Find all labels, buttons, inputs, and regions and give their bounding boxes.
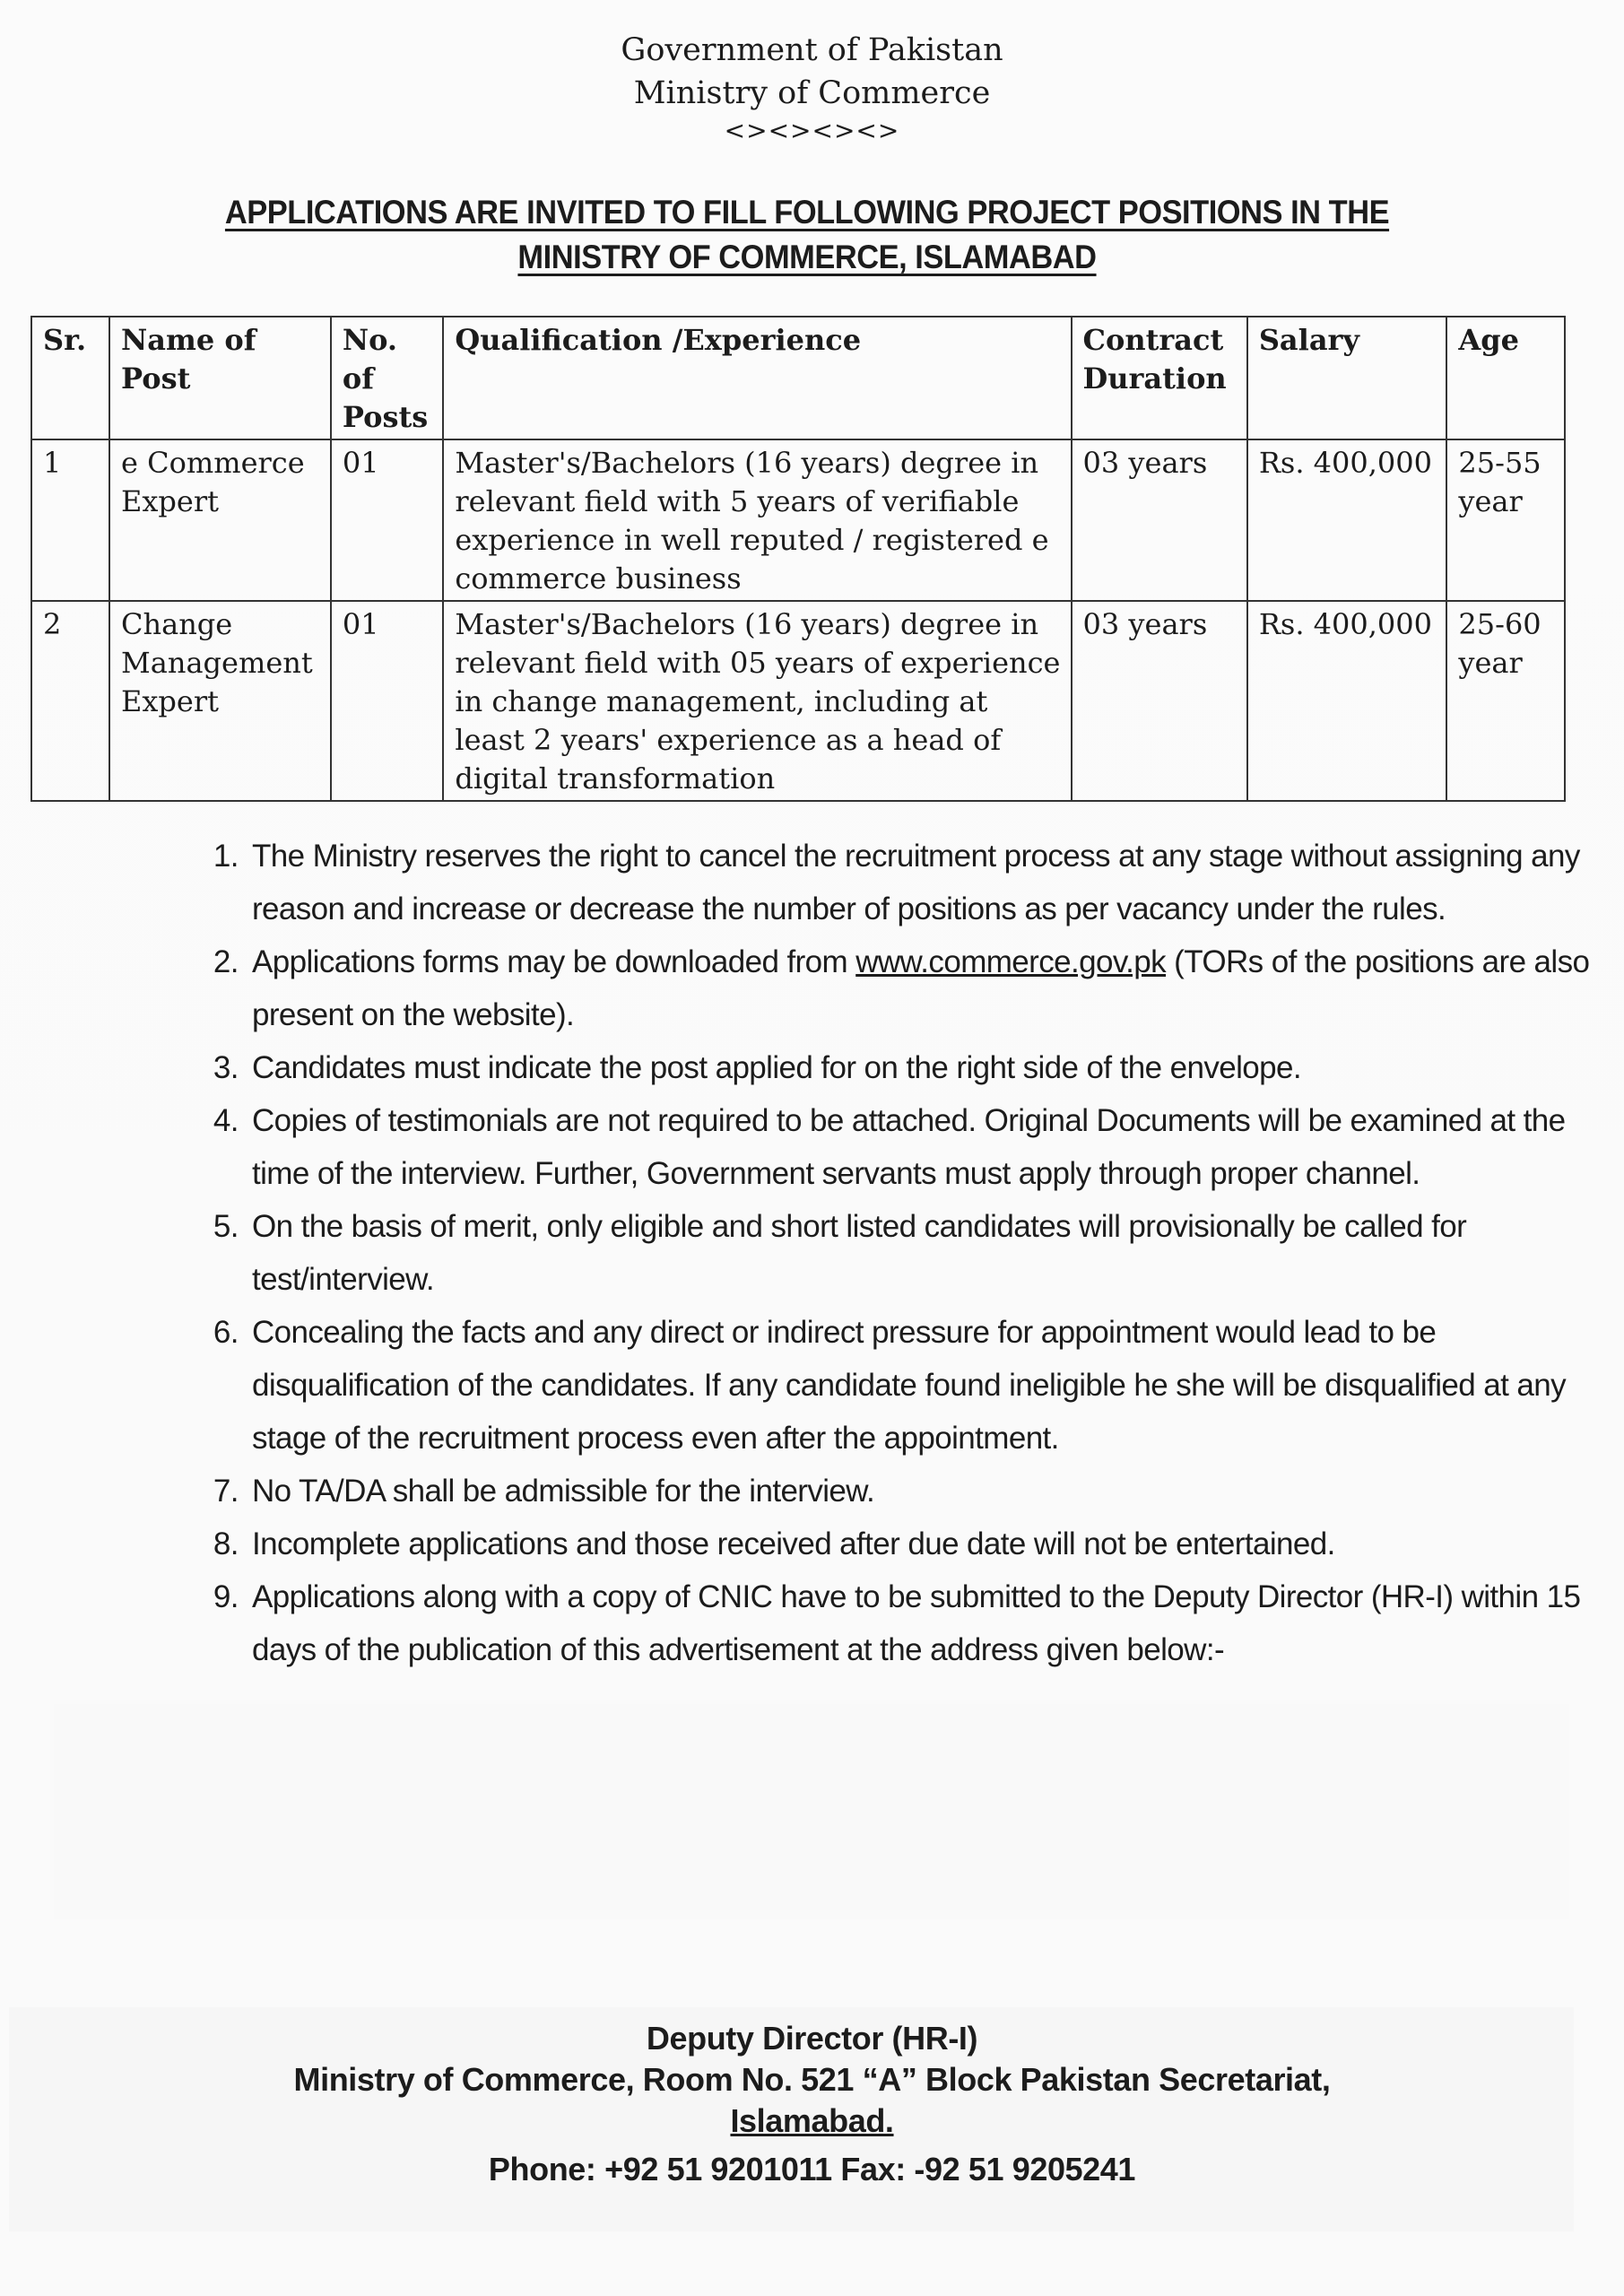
contact-address: Ministry of Commerce, Room No. 521 “A” Block Pakistan Secretariat,	[293, 2061, 1331, 2098]
header-sr: Sr.	[31, 317, 109, 439]
header-name-of-post: Name of Post	[109, 317, 331, 439]
table-row	[31, 439, 1565, 601]
cell-no-of-posts: 01	[331, 439, 443, 601]
positions-table	[30, 316, 1566, 802]
cell-qualification: Master's/Bachelors (16 years) degree in relevant field with 05 years of experience in change management, including at least 2 years' experience as a head of digital transformation	[443, 601, 1071, 801]
term-item: 9. Applications along with a copy of CNIC have to be submitted to the Deputy Director (HR-I) within 15 days of the publication of this advertisement at the address given below:-	[247, 1570, 1619, 1676]
heading-separator: <><><><>	[724, 116, 900, 145]
advertisement-title	[148, 190, 1465, 280]
cell-no-of-posts: 01	[331, 601, 443, 801]
header-qualification: Qualification /Experience	[443, 317, 1071, 439]
contact-city-text: Islamabad.	[730, 2102, 894, 2139]
commerce-website-link[interactable]: www.commerce.gov.pk	[855, 944, 1167, 979]
cell-sr: 2	[31, 601, 109, 801]
table-header-row	[31, 317, 1565, 439]
term-item: 4. Copies of testimonials are not required to be attached. Original Documents will be examined at the time of the interview. Further, Government servants must apply through proper channel.	[247, 1094, 1619, 1200]
cell-contract-duration: 03 years	[1072, 439, 1247, 601]
header-no-of-posts: No. of Posts	[331, 317, 443, 439]
header-salary: Salary	[1247, 317, 1447, 439]
cell-salary: Rs. 400,000	[1247, 439, 1447, 601]
header-contract-duration: Contract Duration	[1072, 317, 1247, 439]
cell-post-name: Change Management Expert	[109, 601, 331, 801]
contact-designation: Deputy Director (HR-I)	[646, 2020, 978, 2057]
term-text: Applications forms may be downloaded from	[252, 944, 856, 979]
title-line-2: MINISTRY OF COMMERCE, ISLAMABAD	[517, 239, 1097, 275]
header-age: Age	[1446, 317, 1565, 439]
contact-city	[0, 2100, 1624, 2142]
cell-sr: 1	[31, 439, 109, 601]
government-heading: Government of Pakistan	[621, 32, 1003, 68]
term-item: 8. Incomplete applications and those received after due date will not be entertained.	[247, 1518, 1619, 1570]
term-item: 7. No TA/DA shall be admissible for the interview.	[247, 1465, 1619, 1518]
title-line-1: APPLICATIONS ARE INVITED TO FILL FOLLOWING PROJECT POSITIONS IN THE	[224, 194, 1390, 230]
term-item: 3. Candidates must indicate the post applied for on the right side of the envelope.	[247, 1041, 1619, 1094]
contact-phone-fax: Phone: +92 51 9201011 Fax: -92 51 9205241	[488, 2151, 1136, 2187]
cell-salary: Rs. 400,000	[1247, 601, 1447, 801]
table-row	[31, 601, 1565, 801]
cell-age: 25-55 year	[1446, 439, 1565, 601]
scan-shading	[54, 1704, 1569, 1919]
term-item	[247, 935, 1619, 1041]
terms-list	[184, 830, 1619, 1676]
term-item: 5. On the basis of merit, only eligible and short listed candidates will provisionally be called for test/interview.	[247, 1200, 1619, 1306]
cell-contract-duration: 03 years	[1072, 601, 1247, 801]
term-item: 1. The Ministry reserves the right to cancel the recruitment process at any stage without assigning any reason and increase or decrease the number of positions as per vacancy under the rules.	[247, 830, 1619, 935]
ministry-heading: Ministry of Commerce	[633, 75, 991, 111]
term-item: 6. Concealing the facts and any direct or indirect pressure for appointment would lead to be disqualification of the candidates. If any candidate found ineligible he she will be disqualified at any stage of the recruitment process even after the appointment.	[247, 1306, 1619, 1465]
cell-qualification: Master's/Bachelors (16 years) degree in relevant field with 5 years of verifiable experience in well reputed / registered e commerce business	[443, 439, 1071, 601]
cell-post-name: e Commerce Expert	[109, 439, 331, 601]
term-text: (TORs of the positions are also present on the website).	[252, 944, 1590, 1032]
cell-age: 25-60 year	[1446, 601, 1565, 801]
